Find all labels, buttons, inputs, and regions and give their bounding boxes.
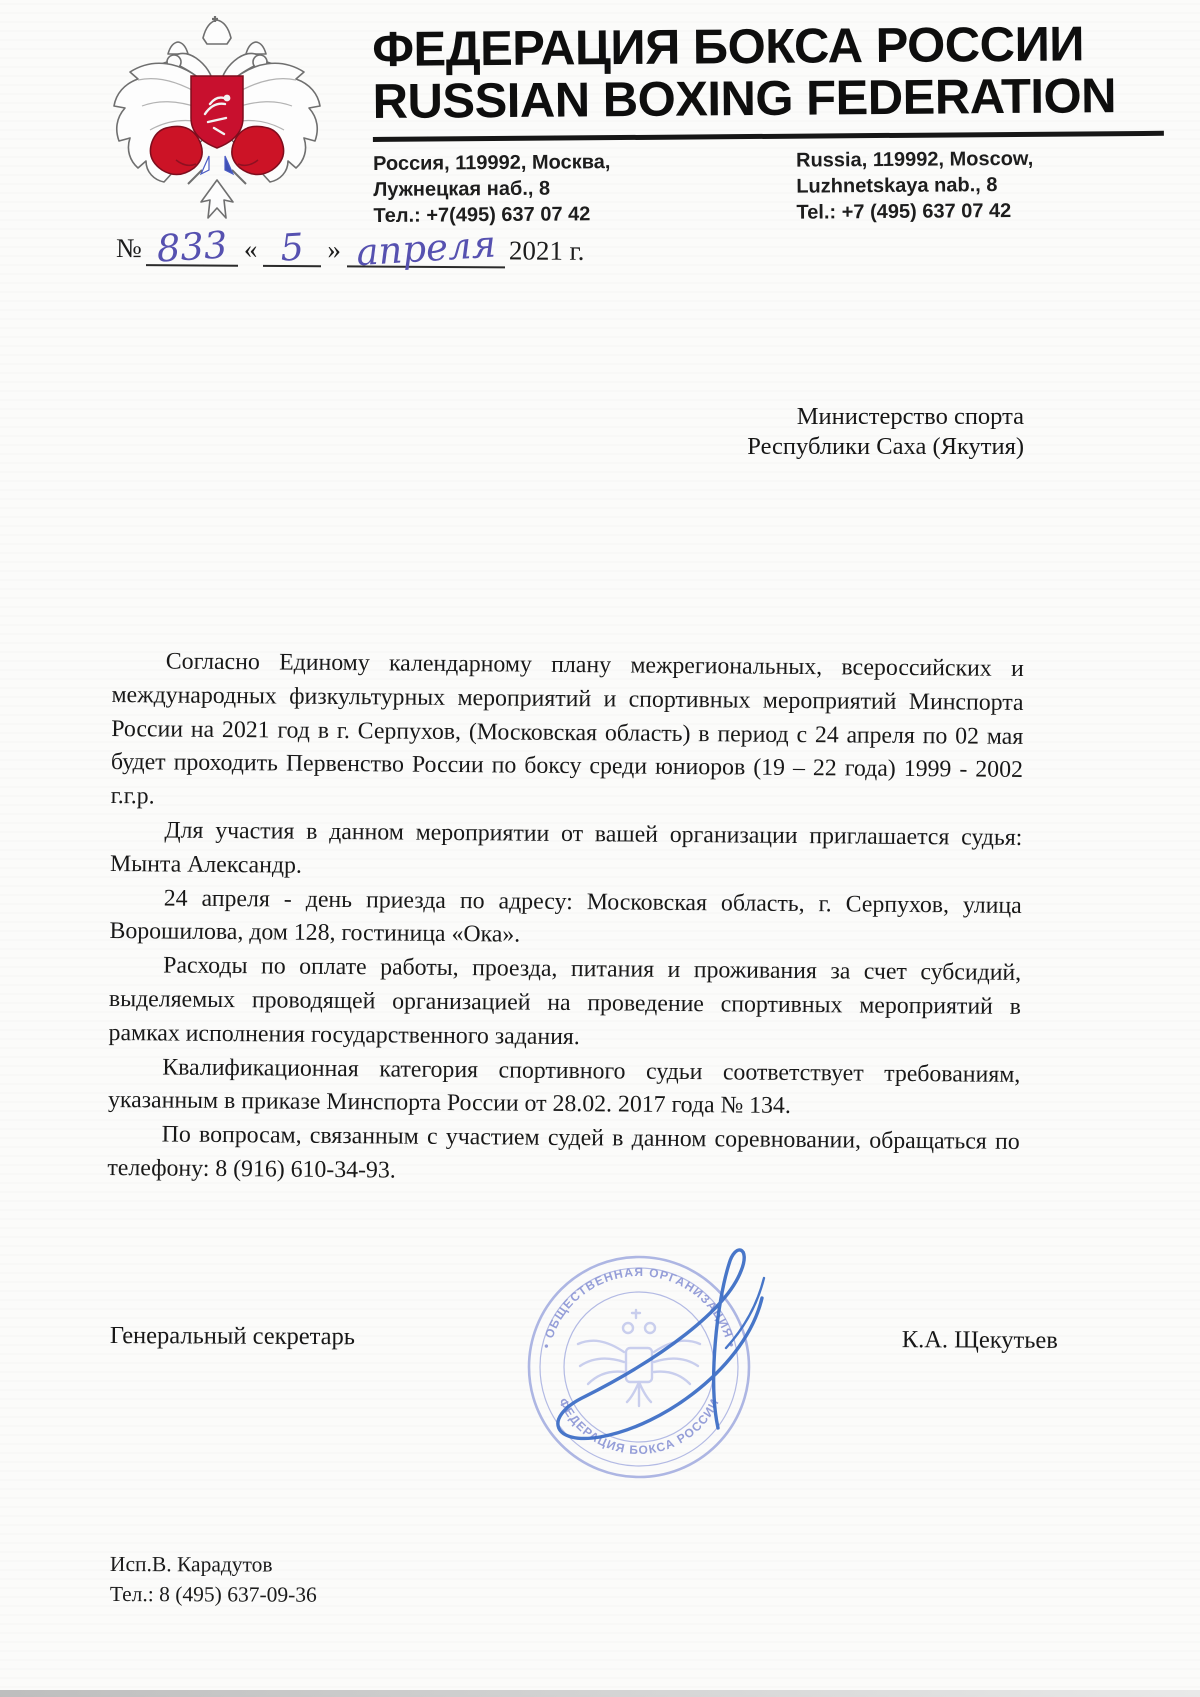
executor-phone: Тел.: 8 (495) 637-09-36: [109, 1581, 317, 1607]
day-blank: [263, 225, 321, 270]
recipient-line-2: Республики Саха (Якутия): [747, 432, 1024, 460]
handwritten-signature: [520, 1150, 820, 1460]
org-name-en: RUSSIAN BOXING FEDERATION: [372, 69, 1117, 129]
address-en-line-1: Russia, 119992, Moscow,: [796, 147, 1034, 172]
executor-block: [110, 1549, 317, 1610]
body-paragraph: По вопросам, связанным с участием судей в данном соревновании, обращаться по телефону: 8 (916) 610-34-93.: [107, 1121, 1020, 1184]
body-paragraph: Квалификационная категория спортивного судьи соответствует требованиям, указанным в приказе Минспорта России от 28.02. 2017 года № 134.: [107, 1054, 1021, 1120]
body-paragraph: Согласно Единому календарному плану межрегиональных, всероссийских и международных физкультурных мероприятий и спортивных мероприятий Минспорта России на 2021 год в г. Серпухов, (Московская область) в период с 24 апреля по 02 мая будет проходить Первенство России по боксу среди юниоров (19 – 22 года) 1999 - 2002 г.г.р.: [110, 648, 1024, 810]
letter-body: [107, 645, 1024, 1194]
signatory-name: К.А. Щекутьев: [901, 1326, 1058, 1354]
address-ru: [373, 148, 797, 229]
reference-date-line: [116, 222, 585, 275]
scan-edge-artifact: [0, 1690, 1200, 1697]
body-paragraph: 24 апреля - день приезда по адресу: Московская область, г. Серпухов, улица Ворошилова, дом 128, гостиница «Ока».: [109, 885, 1022, 948]
signatory-title: Генеральный секретарь: [109, 1322, 356, 1351]
address-block: [373, 145, 1169, 229]
quote-open: «: [243, 233, 258, 264]
federation-coat-of-arms-icon: [106, 10, 328, 242]
body-paragraph: Расходы по оплате работы, проезда, питания и проживания за счет субсидий, выделяемых проводящей организацией на проведение спортивных мероприятий в рамках исполнения государственного задания.: [108, 952, 1022, 1050]
year-text: 2021 г.: [508, 235, 585, 266]
executor-name: Исп.В. Карадутов: [109, 1552, 273, 1577]
address-ru-line-2: Лужнецкая наб., 8: [373, 177, 551, 201]
shield-shape: [191, 76, 243, 148]
letterhead: [372, 18, 1169, 229]
body-paragraph: Для участия в данном мероприятии от вашей организации приглашается судья: Мынта Александр.: [109, 817, 1023, 879]
month-handwritten: апреля: [354, 222, 497, 275]
doc-number-label: №: [116, 233, 142, 264]
address-en-line-3: Tel.: +7 (495) 637 07 42: [796, 199, 1012, 224]
stamp-ring-text-bottom: ФЕДЕРАЦИЯ БОКСА РОССИИ: [555, 1395, 723, 1458]
masthead-divider: [373, 131, 1164, 142]
doc-number-handwritten: 833: [155, 223, 229, 271]
doc-number-blank: [146, 223, 238, 271]
day-handwritten: 5: [279, 225, 306, 270]
month-blank: [347, 222, 505, 275]
org-name-ru: ФЕДЕРАЦИЯ БОКСА РОССИИ: [371, 17, 1085, 77]
recipient-block: [688, 402, 1024, 461]
address-ru-line-3: Тел.: +7(495) 637 07 42: [373, 203, 591, 227]
address-en: [796, 145, 1169, 226]
stamp-ring-text-top: • ОБЩЕСТВЕННАЯ ОРГАНИЗАЦИЯ •: [539, 1264, 739, 1350]
address-en-line-2: Luzhnetskaya nab., 8: [796, 174, 998, 198]
quote-close: »: [327, 234, 341, 265]
address-ru-line-1: Россия, 119992, Москва,: [373, 151, 611, 175]
recipient-line-1: Министерство спорта: [796, 403, 1024, 430]
